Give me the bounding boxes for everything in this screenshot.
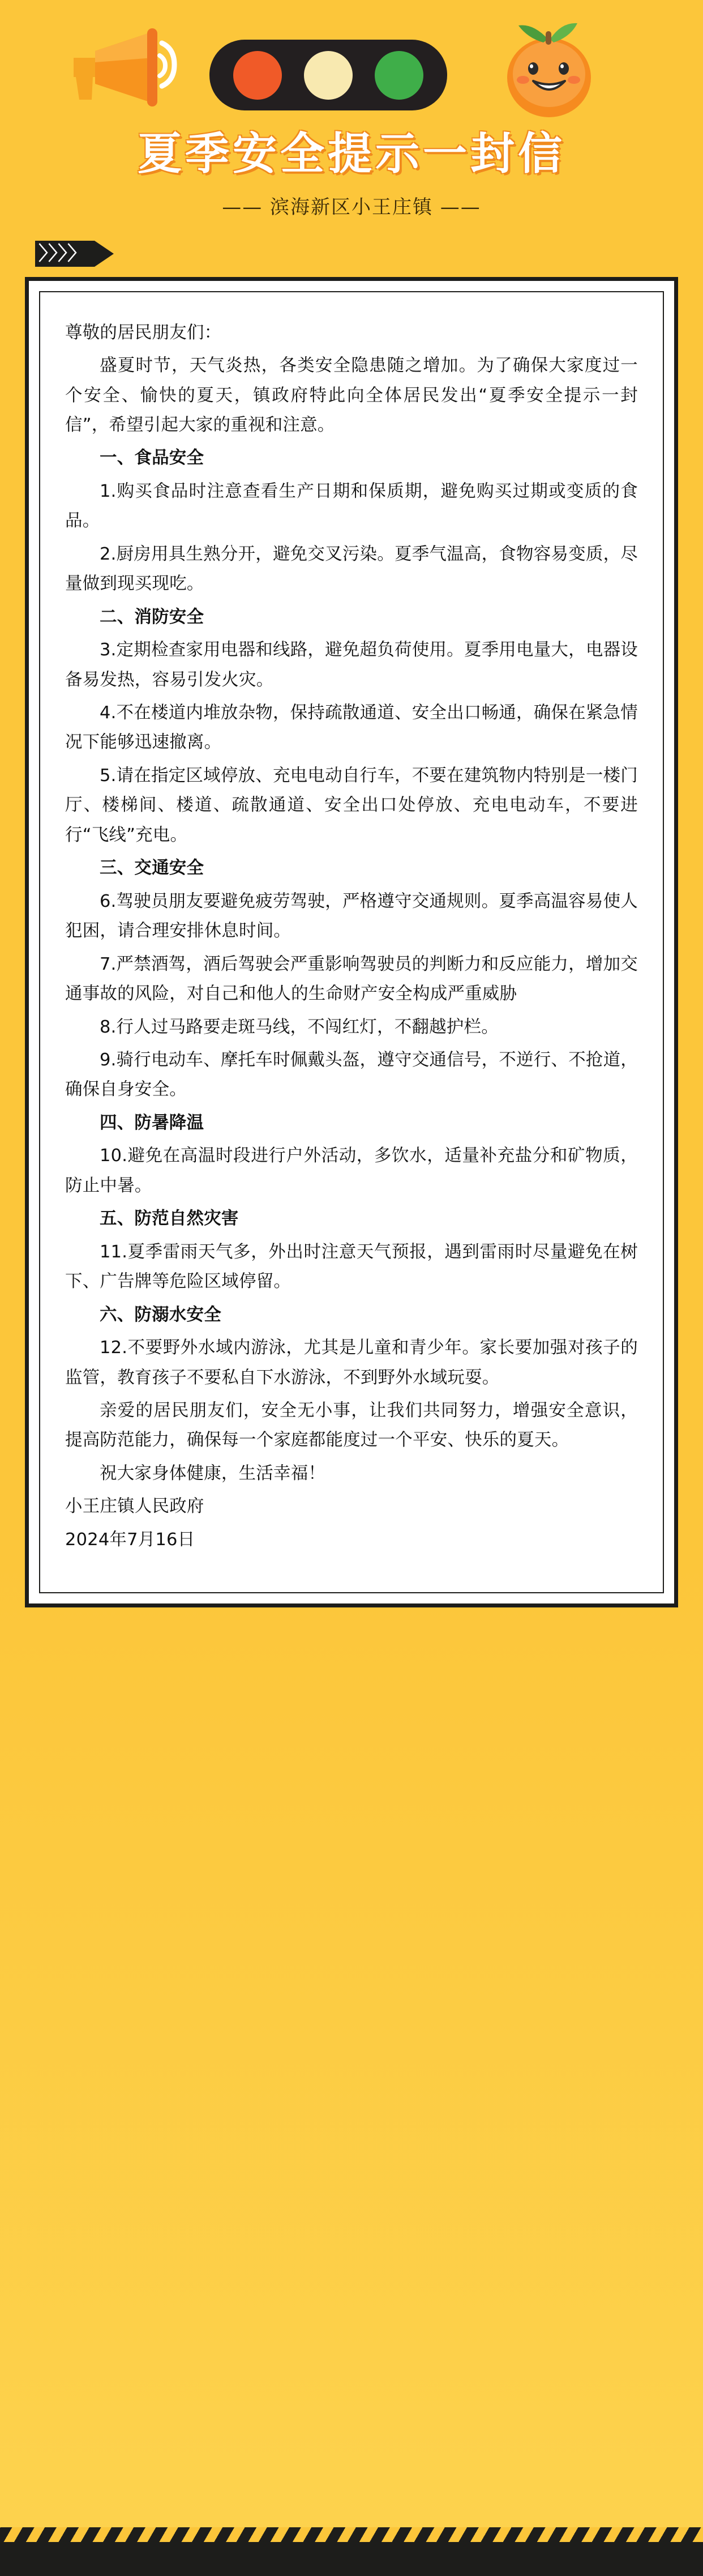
arrow-ribbon-body	[35, 241, 95, 267]
section-heading-5: 五、防范自然灾害	[100, 1209, 239, 1229]
section-heading-3: 三、交通安全	[100, 858, 204, 878]
section-heading-4: 四、防暑降温	[100, 1112, 204, 1133]
section-1-item-2: 2.厨房用具生熟分开，避免交叉污染。夏季气温高，食物容易变质，尽量做到现买现吃。	[65, 544, 638, 594]
section-heading-1: 一、食品安全	[100, 448, 204, 468]
chevron-right-icon: 〉〉〉〉	[38, 242, 87, 265]
letter-card-inner	[39, 291, 664, 1594]
megaphone-icon	[62, 23, 181, 108]
traffic-light-red	[233, 51, 282, 100]
letter-salutation: 尊敬的居民朋友们：	[65, 322, 222, 343]
section-heading-6: 六、防溺水安全	[100, 1304, 221, 1325]
title-block	[0, 128, 703, 219]
page-subtitle: —— 滨海新区小王庄镇 ——	[222, 195, 481, 219]
section-3-item-1: 6.驾驶员朋友要避免疲劳驾驶，严格遵守交通规则。夏季高温容易使人犯困，请合理安排休息时间。	[65, 891, 638, 941]
letter-body	[65, 318, 638, 1555]
footer-bar	[0, 2527, 703, 2576]
section-5-item-1: 11.夏季雷雨天气多，外出时注意天气预报，遇到雷雨时尽量避免在树下、广告牌等危险区域停留。	[65, 1242, 638, 1292]
letter-closing-1: 亲爱的居民朋友们，安全无小事，让我们共同努力，增强安全意识，提高防范能力，确保每一个家庭都能度过一个平安、快乐的夏天。	[65, 1401, 638, 1451]
page-title: 夏季安全提示一封信	[137, 129, 565, 180]
section-2-item-3: 5.请在指定区域停放、充电电动自行车，不要在建筑物内特别是一楼门厅、楼梯间、楼道、疏散通道、安全出口处停放、充电电动车，不要进行“飞线”充电。	[65, 765, 638, 845]
section-6-item-1: 12.不要野外水域内游泳，尤其是儿童和青少年。家长要加强对孩子的监管，教育孩子不要私自下水游泳，不到野外水域玩耍。	[65, 1338, 638, 1388]
traffic-light-green	[375, 51, 423, 100]
arrow-ribbon	[0, 238, 703, 269]
orange-mascot-icon	[498, 14, 600, 125]
footer-stripes	[0, 2527, 703, 2542]
arrow-ribbon-tip	[95, 241, 114, 267]
section-heading-2: 二、消防安全	[100, 607, 204, 627]
header-illustration	[0, 0, 703, 142]
section-4-item-1: 10.避免在高温时段进行户外活动，多饮水，适量补充盐分和矿物质，防止中暑。	[65, 1146, 638, 1196]
traffic-light-icon	[209, 40, 447, 110]
traffic-light-yellow	[304, 51, 353, 100]
letter-signature: 小王庄镇人民政府	[65, 1496, 204, 1517]
section-1-item-1: 1.购买食品时注意查看生产日期和保质期，避免购买过期或变质的食品。	[65, 481, 638, 531]
section-3-item-2: 7.严禁酒驾，酒后驾驶会严重影响驾驶员的判断力和反应能力，增加交通事故的风险，对自己和他人的生命财产安全构成严重威胁	[65, 954, 638, 1004]
section-2-item-1: 3.定期检查家用电器和线路，避免超负荷使用。夏季用电量大，电器设备易发热，容易引发火灾。	[65, 640, 638, 690]
letter-intro: 盛夏时节，天气炎热，各类安全隐患随之增加。为了确保大家度过一个安全、愉快的夏天，镇政府特此向全体居民发出“夏季安全提示一封信”，希望引起大家的重视和注意。	[65, 356, 638, 435]
letter-date: 2024年7月16日	[65, 1529, 195, 1550]
section-3-item-3: 8.行人过马路要走斑马线，不闯红灯，不翻越护栏。	[100, 1017, 499, 1037]
section-2-item-2: 4.不在楼道内堆放杂物，保持疏散通道、安全出口畅通，确保在紧急情况下能够迅速撤离。	[65, 703, 638, 753]
section-3-item-4: 9.骑行电动车、摩托车时佩戴头盔，遵守交通信号，不逆行、不抢道，确保自身安全。	[65, 1050, 638, 1100]
letter-card	[25, 277, 678, 1608]
letter-closing-2: 祝大家身体健康，生活幸福！	[100, 1463, 326, 1483]
